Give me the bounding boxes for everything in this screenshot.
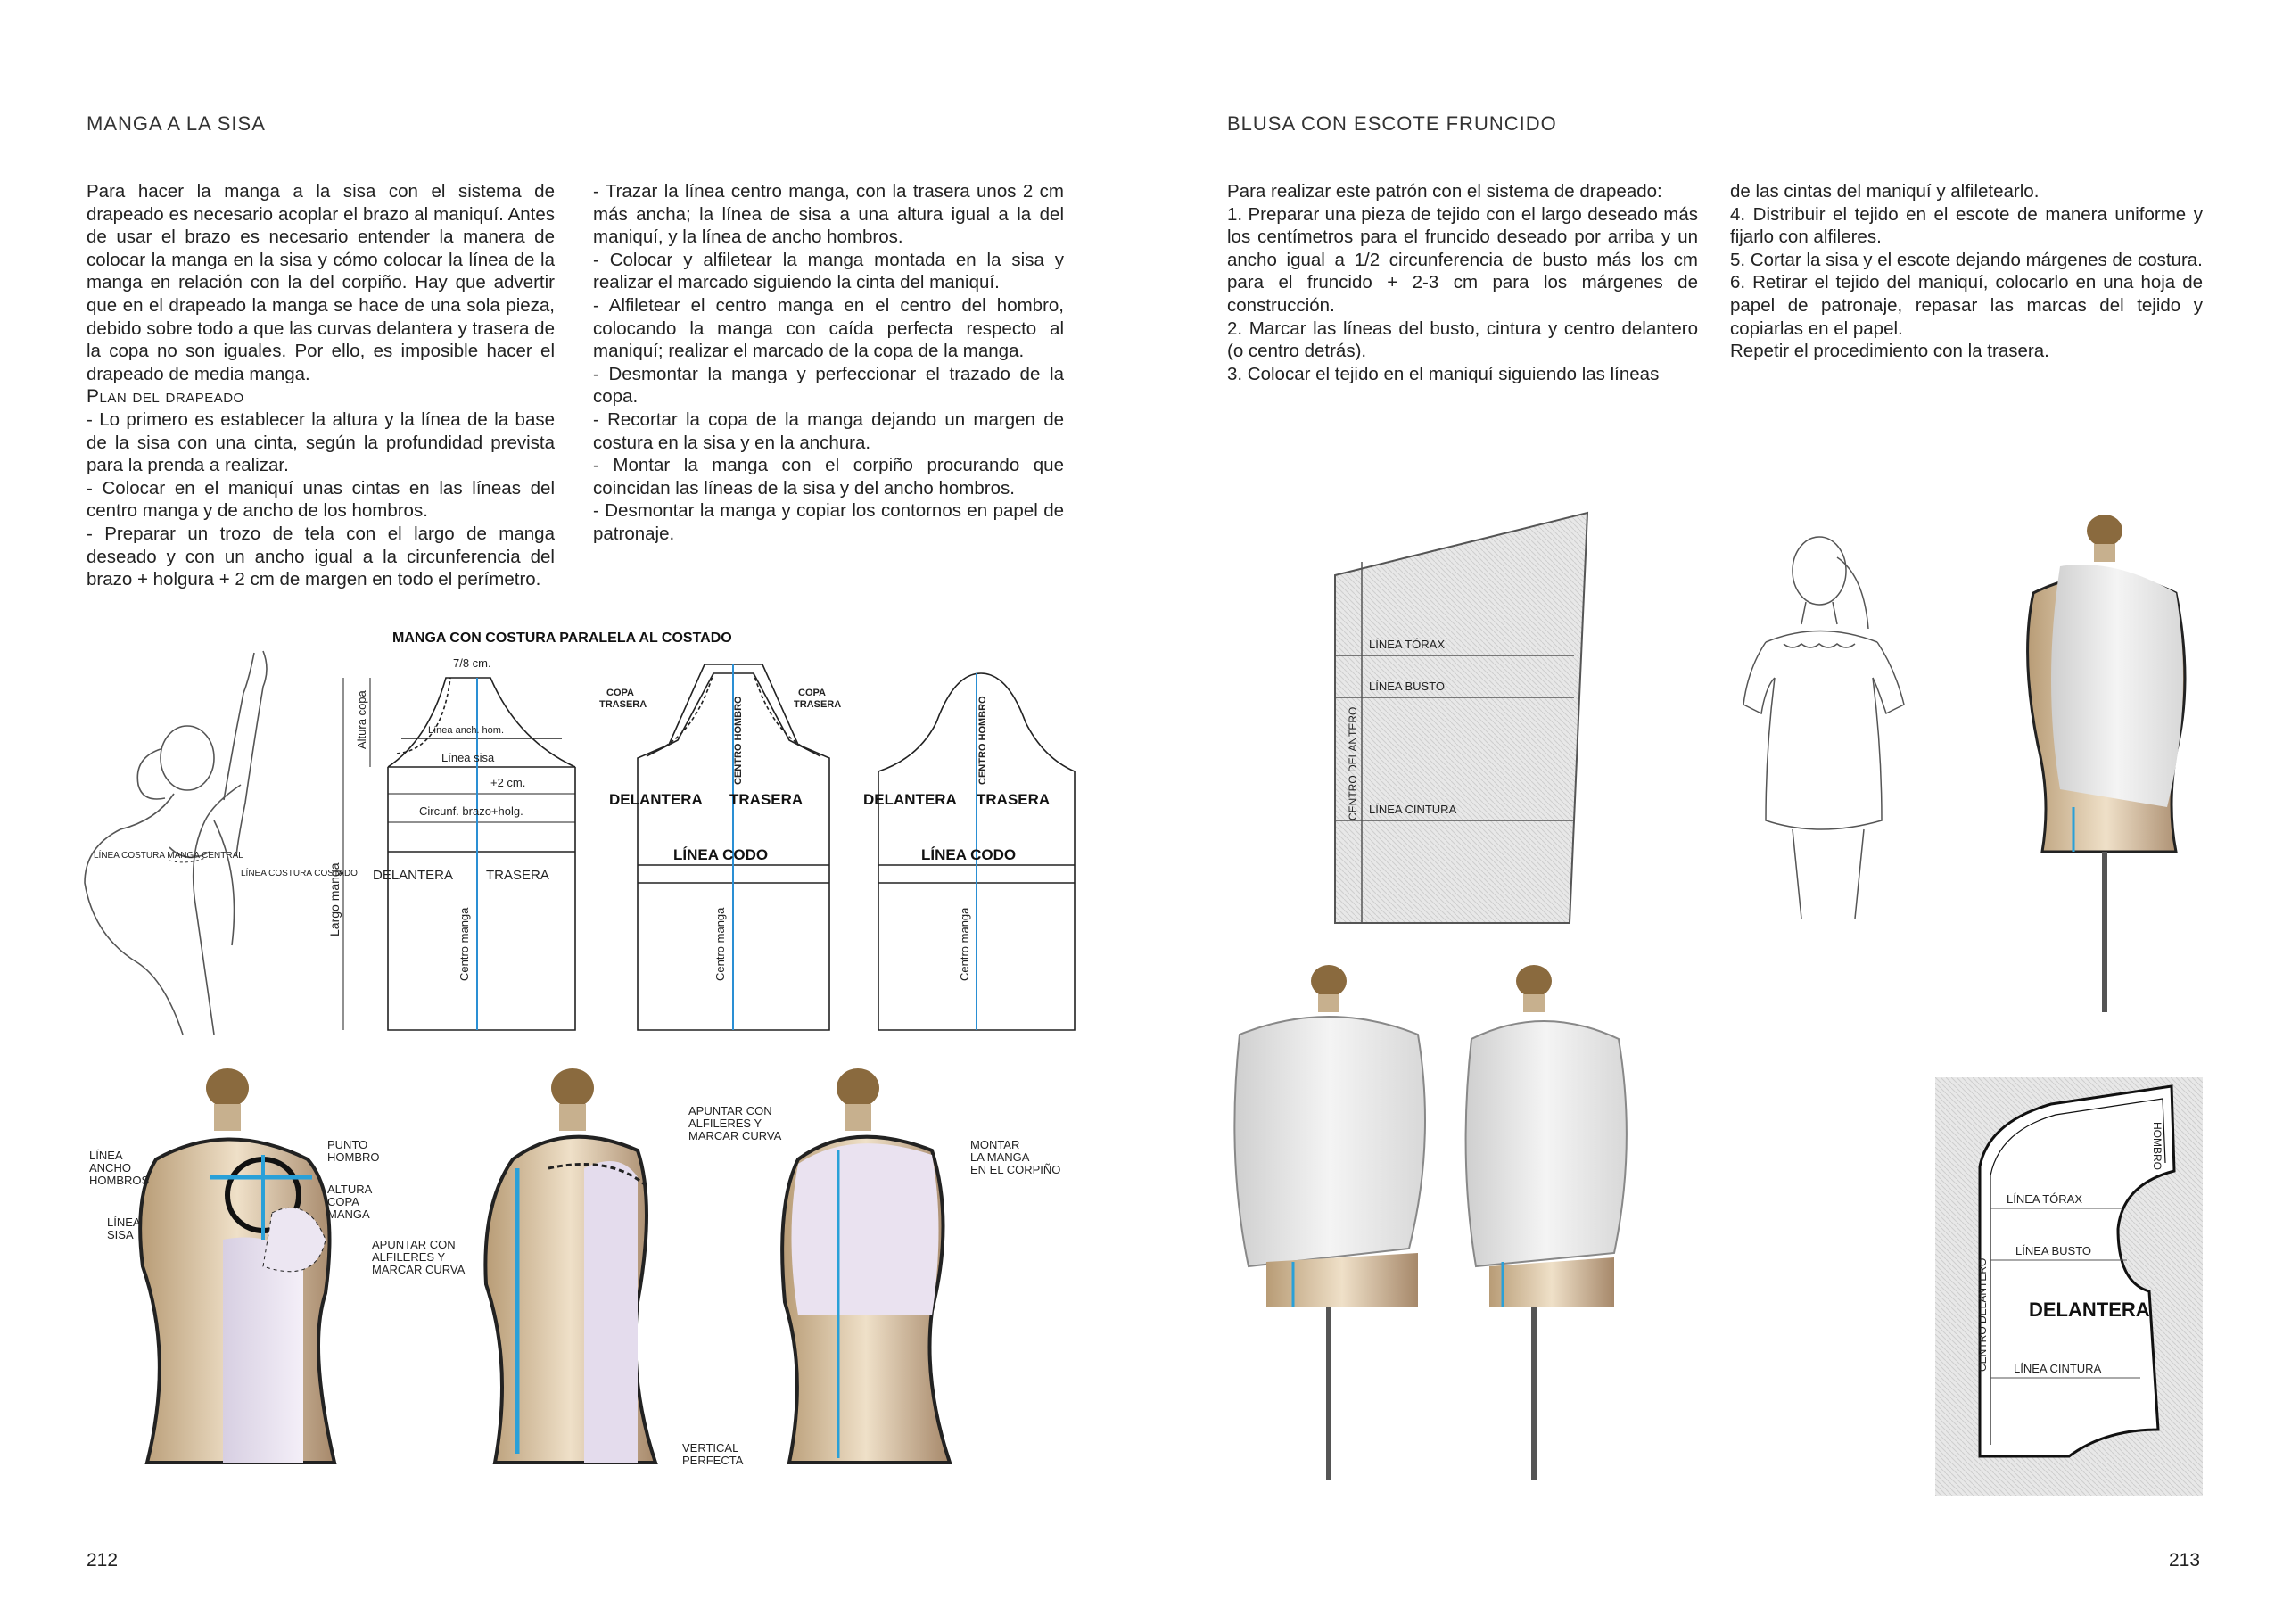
apuntar-label-2: APUNTAR CON ALFILERES Y MARCAR CURVA [688, 1104, 782, 1142]
step-paragraph: - Lo primero es establecer la altura y la línea de la base de la sisa con una cinta, según la profundidad prevista para la prenda a realizar. [87, 408, 555, 476]
step-paragraph: - Montar la manga con el corpiño procurando que coincidan las líneas de la sisa y del ancho hombros. [593, 455, 1064, 499]
step-paragraph: 5. Cortar la sisa y el escote dejando márgenes de costura. [1730, 249, 2203, 270]
diagram-heading: MANGA CON COSTURA PARALELA AL COSTADO [392, 631, 732, 646]
copa-trasera-right: COPA TRASERA [794, 688, 842, 710]
altura-copa-label: Altura copa [355, 690, 368, 749]
dress-form-photos-left [85, 1061, 1101, 1467]
step-paragraph: - Colocar en el maniquí unas cintas en las líneas del centro manga y de ancho de los hombros. [87, 477, 555, 522]
right-column-1 [1227, 180, 1698, 385]
linea-sisa-label: Línea sisa [441, 751, 495, 764]
left-page-title: MANGA A LA SISA [87, 112, 266, 135]
step-paragraph: 4. Distribuir el tejido en el escote de manera uniforme y fijarlo con alfileres. [1730, 203, 2203, 248]
step-paragraph: 2. Marcar las líneas del busto, cintura y centro delantero (o centro detrás). [1227, 317, 1698, 362]
centro-hombro-label-3: CENTRO HOMBRO [977, 696, 988, 785]
apuntar-label-1: APUNTAR CON ALFILERES Y MARCAR CURVA [372, 1238, 466, 1276]
step-paragraph: - Desmontar la manga y copiar los contornos en papel de patronaje. [593, 500, 1064, 544]
step-paragraph: - Colocar y alfiletear la manga montada en la sisa y realizar el marcado siguiendo la cinta del maniquí. [593, 249, 1064, 293]
intro-paragraph: Para hacer la manga a la sisa con el sistema de drapeado es necesario acoplar el brazo al maniquí. Antes de usar el brazo es necesario entender la manera de colocar la manga en la sisa y cómo colocar la línea de la manga en relación con la del corpiño. Hay que advertir que en el drapeado la manga se hace de una sola pieza, debido sobre todo a que las curvas delantera y trasera de la copa no son iguales. Por ello, es imposible hacer el drapeado de media manga. [87, 181, 555, 384]
woman-arm-sketch [80, 642, 358, 1035]
step-paragraph: Repetir el procedimiento con la trasera. [1730, 341, 2049, 362]
plus2-label: +2 cm. [490, 776, 526, 789]
step-paragraph: 6. Retirar el tejido del maniquí, colocarlo en una hoja de papel de patronaje, repasar las marcas del tejido y copiarlas en el papel. [1730, 272, 2203, 339]
step-paragraph: Para realizar este patrón con el sistema de drapeado: [1227, 181, 1662, 202]
left-column-2 [593, 180, 1064, 546]
dress-form-bottom-2 [1466, 965, 1627, 1480]
step-paragraph: 1. Preparar una pieza de tejido con el largo deseado más los centímetros para el fruncido deseado por arriba y un ancho igual a 1/2 circunferencia de busto más los cm para el fruncido + 2-3 cm para los márgenes de construcción. [1227, 203, 1698, 316]
pattern-delantera: DELANTERA [2029, 1298, 2150, 1321]
centro-manga-label-3: Centro manga [958, 907, 971, 981]
pattern-hombro: HOMBRO [2151, 1122, 2163, 1170]
altura-copa-manga-label: ALTURA COPA MANGA [327, 1183, 373, 1221]
step-paragraph: - Recortar la copa de la manga dejando un margen de costura en la sisa y en la anchura. [593, 408, 1064, 453]
fabric-linea-busto: LÍNEA BUSTO [1369, 680, 1446, 693]
measure-top: 7/8 cm. [453, 656, 491, 670]
step-paragraph: - Preparar un trozo de tela con el largo de manga deseado y con un ancho igual a la circunferencia del brazo + holgura + 2 cm de margen en todo el perímetro. [87, 523, 555, 590]
right-page-number: 213 [2169, 1550, 2201, 1570]
step-paragraph: - Desmontar la manga y perfeccionar el trazado de la copa. [593, 363, 1064, 408]
delantera-label: DELANTERA [373, 868, 454, 883]
circunf-label: Circunf. brazo+holg. [419, 804, 523, 818]
linea-codo-label: LÍNEA CODO [673, 846, 769, 863]
dress-form-2 [485, 1068, 655, 1463]
punto-hombro-label: PUNTO HOMBRO [327, 1138, 380, 1164]
trasera-label-2: TRASERA [729, 791, 804, 808]
fabric-linea-cintura: LÍNEA CINTURA [1369, 803, 1457, 816]
left-page-number: 212 [87, 1550, 119, 1570]
dress-form-3 [782, 1068, 950, 1463]
pattern-centro-delantero: CENTRO DELANTERO [1976, 1257, 1989, 1372]
final-pattern-piece [1935, 1077, 2203, 1496]
step-paragraph: - Alfiletear el centro manga en el centro del hombro, colocando la manga con caída perfecta respecto al maniquí; realizar el marcado de la copa de la manga. [593, 294, 1064, 362]
linea-sisa-photo-label: LÍNEA SISA [107, 1216, 141, 1241]
trasera-label-3: TRASERA [977, 791, 1051, 808]
centro-hombro-label: CENTRO HOMBRO [733, 696, 744, 785]
vertical-perfecta-label: VERTICAL PERFECTA [682, 1441, 744, 1467]
pattern-linea-cintura: LÍNEA CINTURA [2014, 1362, 2102, 1375]
dress-form-1 [140, 1068, 334, 1463]
dress-form-bottom-1 [1234, 965, 1425, 1480]
delantera-label-3: DELANTERA [863, 791, 957, 808]
centro-manga-label: Centro manga [457, 907, 471, 981]
left-column-1 [87, 180, 555, 591]
pattern-linea-torax: LÍNEA TÓRAX [2007, 1192, 2083, 1206]
pattern-linea-busto: LÍNEA BUSTO [2015, 1244, 2092, 1257]
fabric-centro-delantero: CENTRO DELANTERO [1347, 706, 1359, 820]
largo-manga-label: Largo manga [327, 862, 342, 936]
step-paragraph: de las cintas del maniquí y alfiletearlo. [1730, 181, 2040, 202]
step-paragraph: 3. Colocar el tejido en el maniquí siguiendo las líneas [1227, 363, 1660, 384]
linea-anch-hom-label: Línea anch. hom. [428, 725, 505, 736]
step-paragraph: - Trazar la línea centro manga, con la trasera unos 2 cm más ancha; la línea de sisa a una altura igual a la del maniquí, y la línea de ancho hombros. [593, 181, 1064, 248]
linea-codo-label-3: LÍNEA CODO [921, 846, 1017, 863]
costura-costado-label: LÍNEA COSTURA COSTADO [241, 869, 358, 878]
costura-central-label: LÍNEA COSTURA MANGA CENTRAL [94, 851, 243, 861]
linea-ancho-hombros-label: LÍNEA ANCHO HOMBROS [89, 1149, 150, 1187]
montar-manga-label: MONTAR LA MANGA EN EL CORPIÑO [970, 1138, 1061, 1176]
plan-heading: Plan del drapeado [87, 386, 244, 408]
dress-form-top-right [2028, 515, 2185, 1012]
right-column-2 [1730, 180, 2203, 363]
trasera-label: TRASERA [486, 868, 549, 883]
right-page-title: BLUSA CON ESCOTE FRUNCIDO [1227, 112, 1557, 135]
sleeve-pattern-diagram [312, 624, 1088, 1043]
fabric-linea-torax: LÍNEA TÓRAX [1369, 638, 1446, 651]
copa-trasera-left: COPA TRASERA [599, 688, 647, 710]
delantera-label-2: DELANTERA [609, 791, 703, 808]
centro-manga-label-2: Centro manga [713, 907, 727, 981]
